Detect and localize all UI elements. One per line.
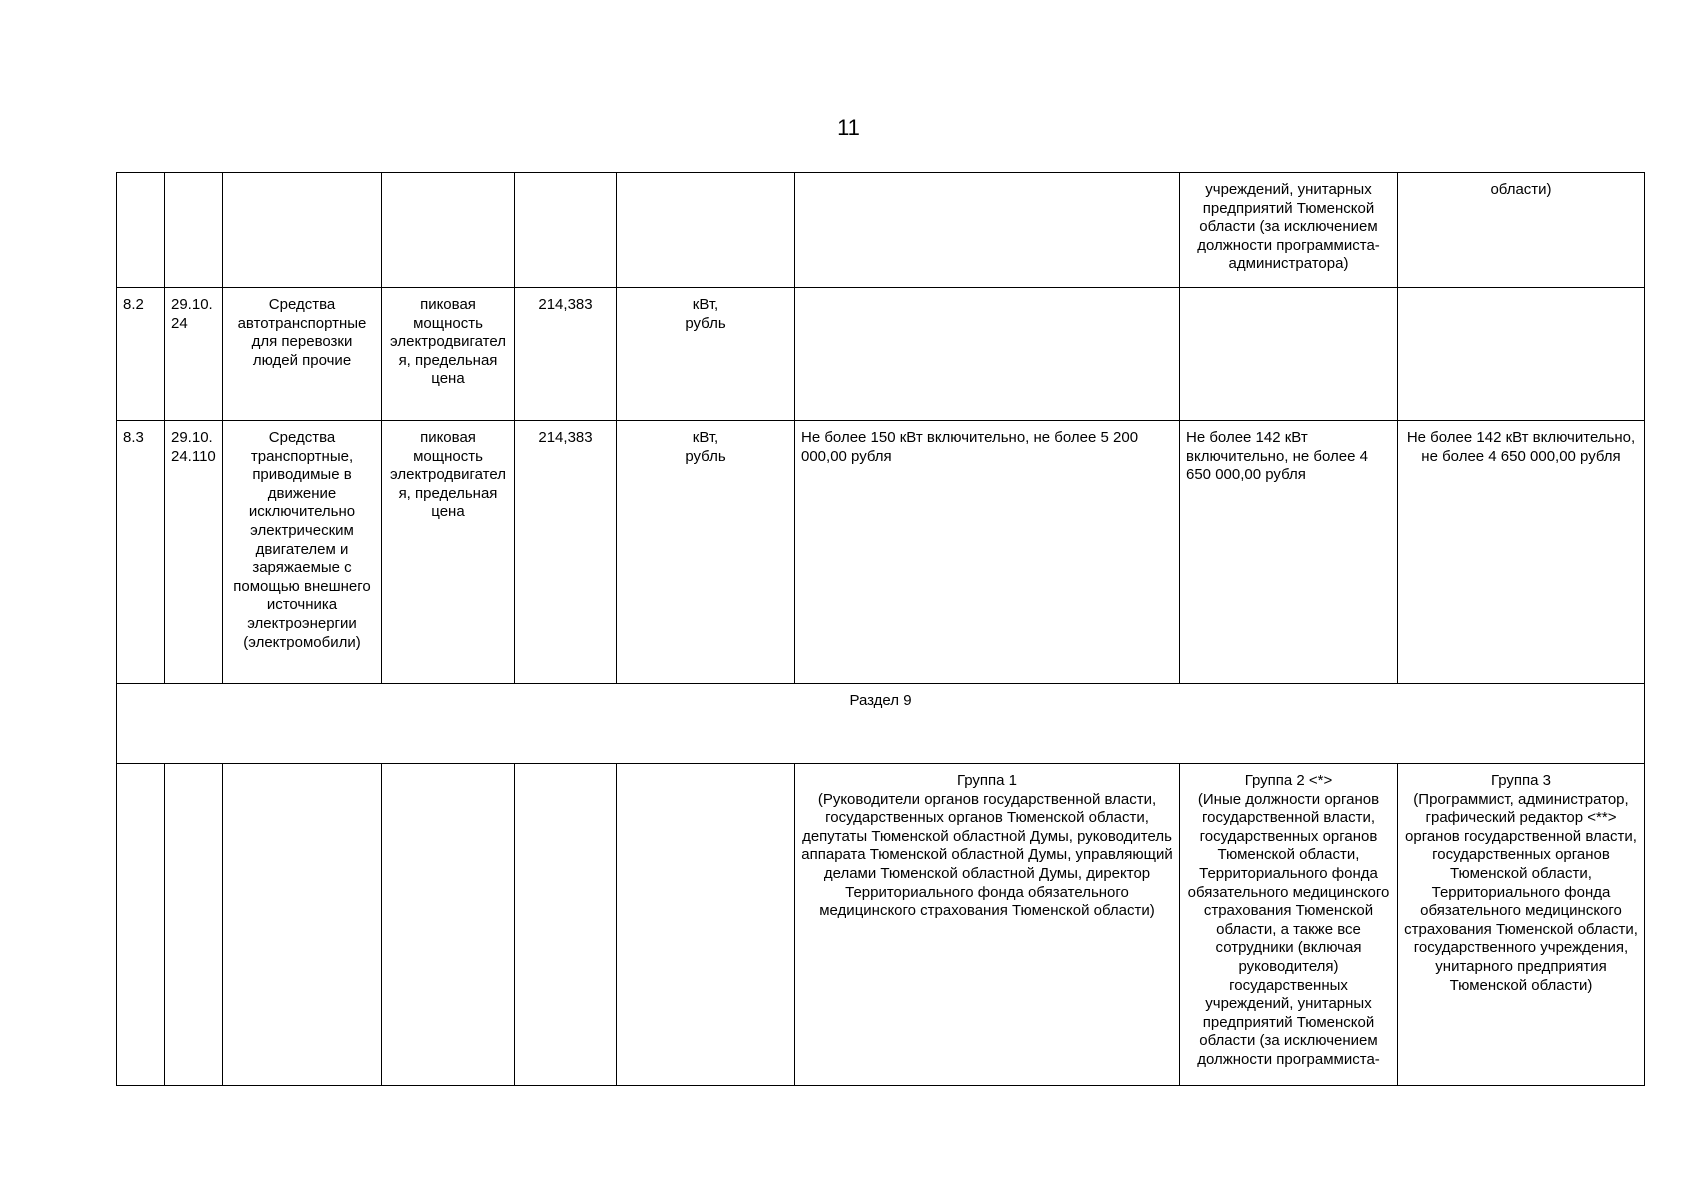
cell-name: Средства автотранспортные для перевозки людей прочие [223,288,382,421]
cell-characteristic: пиковая мощность электродвигателя, предельная цена [382,288,515,421]
table-row-8-3 [117,421,1645,684]
group2-description: (Иные должности органов государственной власти, государственных органов Тюменской области, Территориального фонда обязательного медицинского страхования Тюменской области, а также все сотрудники (включая руководителя) государственных учреждений, унитарных предприятий Тюменской области (за исключением должности программиста- [1187,790,1390,1068]
cell-group3: Не более 142 кВт включительно, не более 4 650 000,00 рубля [1398,421,1645,684]
cell-unit [617,764,795,1086]
cell-okei: 214,383 [515,288,617,421]
group3-title: Группа 3 [1490,772,1552,789]
cell-okei [515,764,617,1086]
cell-group3 [1398,288,1645,421]
cell-name [223,173,382,288]
cell-group2-header [1180,764,1398,1086]
cell-code: 29.10.24 [165,288,223,421]
cell-code: 29.10.24.110 [165,421,223,684]
cell-okei: 214,383 [515,421,617,684]
unit-text: кВт, рубль [685,429,726,465]
cell-group1-header [795,764,1180,1086]
page-number: 11 [837,115,860,140]
cell-group1 [795,288,1180,421]
cell-name: Средства транспортные, приводимые в движение исключительно электрическим двигателем и заряжаемые с помощью внешнего источника электроэнергии (электромобили) [223,421,382,684]
cell-num [117,173,165,288]
requirements-table [116,172,1645,1086]
cell-unit [617,288,795,421]
table-row-section [117,684,1645,764]
cell-okei [515,173,617,288]
cell-characteristic: пиковая мощность электродвигателя, предельная цена [382,421,515,684]
group2-title: Группа 2 <*> [1244,772,1333,789]
table-row-8-2 [117,288,1645,421]
group1-description: (Руководители органов государственной власти, государственных органов Тюменской области, депутаты Тюменской областной Думы, руководитель аппарата Тюменской областной Думы, управляющий делами Тюменской областной Думы, директор Территориального фонда обязательного медицинского страхования Тюменской области) [801,790,1173,920]
cell-characteristic [382,764,515,1086]
cell-unit [617,421,795,684]
cell-group1 [795,173,1180,288]
cell-group1: Не более 150 кВт включительно, не более 5 200 000,00 рубля [795,421,1180,684]
cell-group2: Не более 142 кВт включительно, не более 4 650 000,00 рубля [1180,421,1398,684]
section-title: Раздел 9 [117,684,1645,764]
cell-group3-header [1398,764,1645,1086]
cell-num [117,764,165,1086]
cell-code [165,764,223,1086]
cell-characteristic [382,173,515,288]
cell-num: 8.3 [117,421,165,684]
cell-name [223,764,382,1086]
cell-code [165,173,223,288]
group3-description: (Программист, администратор, графический редактор <**> органов государственной власти, государственных органов Тюменской области, Территориального фонда обязательного медицинского страхования Тюменской области, государственного учреждения, унитарного предприятия Тюменской области) [1404,790,1638,994]
cell-group3: области) [1398,173,1645,288]
group1-title: Группа 1 [956,772,1018,789]
cell-num: 8.2 [117,288,165,421]
cell-unit [617,173,795,288]
table-row-continuation [117,173,1645,288]
cell-group2 [1180,288,1398,421]
cell-group2: учреждений, унитарных предприятий Тюменской области (за исключением должности программиста-администратора) [1180,173,1398,288]
unit-text: кВт, рубль [685,296,726,332]
table-row-groups-header [117,764,1645,1086]
